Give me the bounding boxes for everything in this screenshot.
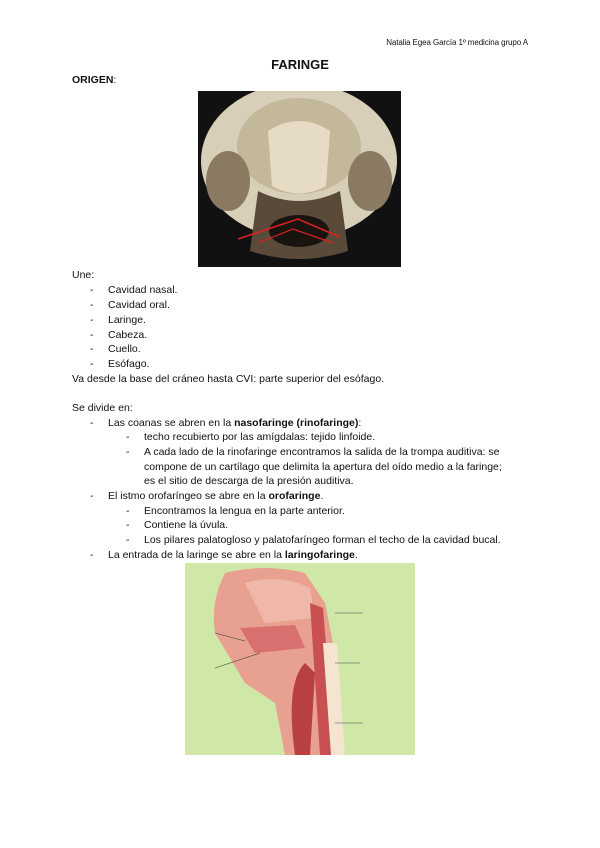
naso-item: A cada lado de la rinofaringe encontramos la salida de la trompa auditiva: se [144,446,500,458]
une-item: Cavidad nasal. [108,284,178,296]
oro-item: Los pilares palatogloso y palatofaríngeo forman el techo de la cavidad bucal. [144,534,501,546]
dash: - [90,343,94,355]
naso-item: techo recubierto por las amígdalas: tejido linfoide. [144,431,376,443]
oro-item: Contiene la úvula. [144,519,229,531]
section-nasofaringe: Las coanas se abren en la nasofaringe (rinofaringe): [108,417,362,429]
dash: - [126,446,130,458]
pharynx-sagittal-diagram [185,563,415,755]
dash: - [126,519,130,531]
range-text: Va desde la base del cráneo hasta CVI: parte superior del esófago. [72,373,385,385]
une-item: Cabeza. [108,329,148,341]
dash: - [90,284,94,296]
dash: - [126,534,130,546]
page-title: FARINGE [271,57,329,72]
une-label: Une: [72,269,95,281]
section-laringofaringe: La entrada de la laringe se abre en la laringofaringe. [108,549,358,561]
dash: - [90,314,94,326]
une-item: Laringe. [108,314,146,326]
une-item: Cavidad oral. [108,299,170,311]
oro-item: Encontramos la lengua en la parte anterior. [144,505,345,517]
dash: - [90,358,94,370]
dash: - [90,490,94,502]
naso-item-cont: compone de un cartílago que delimita la apertura del oído medio a la faringe; [144,461,502,473]
dash: - [90,549,94,561]
dash: - [90,329,94,341]
dash: - [90,299,94,311]
une-item: Cuello. [108,343,141,355]
dash: - [90,417,94,429]
dash: - [126,431,130,443]
section-orofaringe: El istmo orofaríngeo se abre en la orofaringe. [108,490,324,502]
divide-label: Se divide en: [72,402,133,414]
origin-heading: ORIGEN: [72,74,117,86]
skull-base-photo [198,91,401,267]
naso-item-cont: es el sitio de descarga de la presión auditiva. [144,475,354,487]
page-header: Natalia Egea García 1º medicina grupo A [386,38,528,47]
une-item: Esófago. [108,358,150,370]
dash: - [126,505,130,517]
